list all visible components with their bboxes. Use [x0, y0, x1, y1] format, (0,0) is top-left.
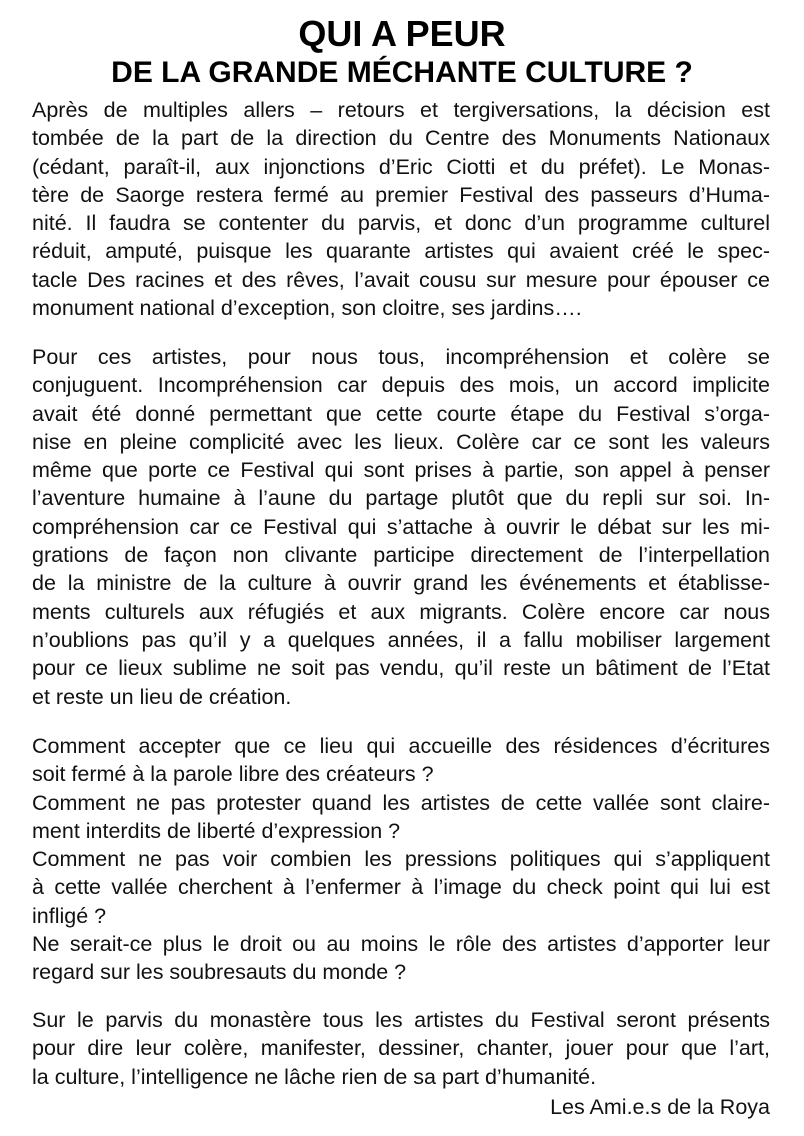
text-line: et reste un lieu de création. [32, 684, 292, 709]
text-line: tacle Des racines et des rêves, l’avait cousu sur mesure pour épouser ce [32, 267, 770, 292]
text-line: regard sur les soubresauts du monde ? [32, 960, 407, 985]
text-line: Pour ces artistes, pour nous tous, incompréhension et colère se [32, 345, 770, 369]
paragraph-incomprehension-colere [32, 343, 770, 711]
text-line: même que porte ce Festival qui sont prises à partie, son appel à penser [32, 458, 770, 483]
text-line: soit fermé à la parole libre des créateurs ? [32, 762, 434, 787]
text-line: Comment ne pas protester quand les artistes de cette vallée sont claire- [32, 790, 770, 815]
text-line: grations de façon non clivante participe directement de l’interpellation [32, 543, 770, 568]
text-line: à cette vallée cherchent à l’enfermer à l’image du check point qui lui est [32, 875, 770, 900]
text-line: Sur le parvis du monastère tous les artistes du Festival seront présents [32, 1008, 770, 1032]
text-line: Comment accepter que ce lieu qui accueille des résidences d’écritures [32, 734, 770, 758]
title-line-1: QUI A PEUR [298, 13, 506, 54]
text-line: monument national d’exception, son cloitre, ses jardins…. [32, 296, 582, 321]
text-line: Ne serait-ce plus le droit ou au moins le rôle des artistes d’apporter leur [32, 932, 770, 957]
text-line: pour ce lieux sublime ne soit pas vendu, qu’il reste un bâtiment de l’Etat [32, 656, 770, 681]
signature: Les Ami.e.s de la Roya [550, 1095, 770, 1119]
text-line: avait été donné permettant que cette courte étape du Festival s’orga- [32, 401, 770, 426]
text-line: infligé ? [32, 903, 107, 928]
text-line: la culture, l’intelligence ne lâche rien de sa part d’humanité. [32, 1064, 597, 1089]
paragraph-questions [32, 732, 770, 987]
text-line: n’oublions pas qu’il y a quelques années, il a fallu mobiliser largement [32, 627, 770, 652]
text-line: ments culturels aux réfugiés et aux migrants. Colère encore car nous [32, 599, 770, 624]
title-line-2: DE LA GRANDE MÉCHANTE CULTURE ? [111, 56, 693, 89]
text-line: de la ministre de la culture à ouvrir grand les événements et établisse- [32, 571, 770, 596]
text-line: l’aventure humaine à l’aune du partage plutôt que du repli sur soi. In- [32, 486, 770, 511]
text-line: (cédant, paraît-il, aux injonctions d’Eric Ciotti et du préfet). Le Monas- [32, 154, 770, 179]
text-line: Comment ne pas voir combien les pressions politiques qui s’appliquent [32, 847, 770, 872]
paragraph-parvis [32, 1006, 770, 1091]
text-line: nité. Il faudra se contenter du parvis, et donc d’un programme culturel [32, 211, 770, 236]
paragraph-decision [32, 96, 770, 322]
text-line: compréhension car ce Festival qui s’attache à ouvrir le débat sur les mi- [32, 514, 770, 539]
text-line: réduit, amputé, puisque les quarante artistes qui avaient créé le spec- [32, 239, 770, 264]
text-line: ment interdits de liberté d’expression ? [32, 818, 401, 843]
text-line: Après de multiples allers – retours et tergiversations, la décision est [32, 98, 770, 122]
text-line: tombée de la part de la direction du Centre des Monuments Nationaux [32, 126, 770, 151]
text-line: nise en pleine complicité avec les lieux. Colère car ce sont les valeurs [32, 429, 770, 454]
text-line: pour dire leur colère, manifester, dessiner, chanter, jouer pour que l’art, [32, 1036, 770, 1061]
text-line: tère de Saorge restera fermé au premier Festival des passeurs d’Huma- [32, 182, 770, 207]
text-line: conjuguent. Incompréhension car depuis des mois, un accord implicite [32, 373, 770, 398]
